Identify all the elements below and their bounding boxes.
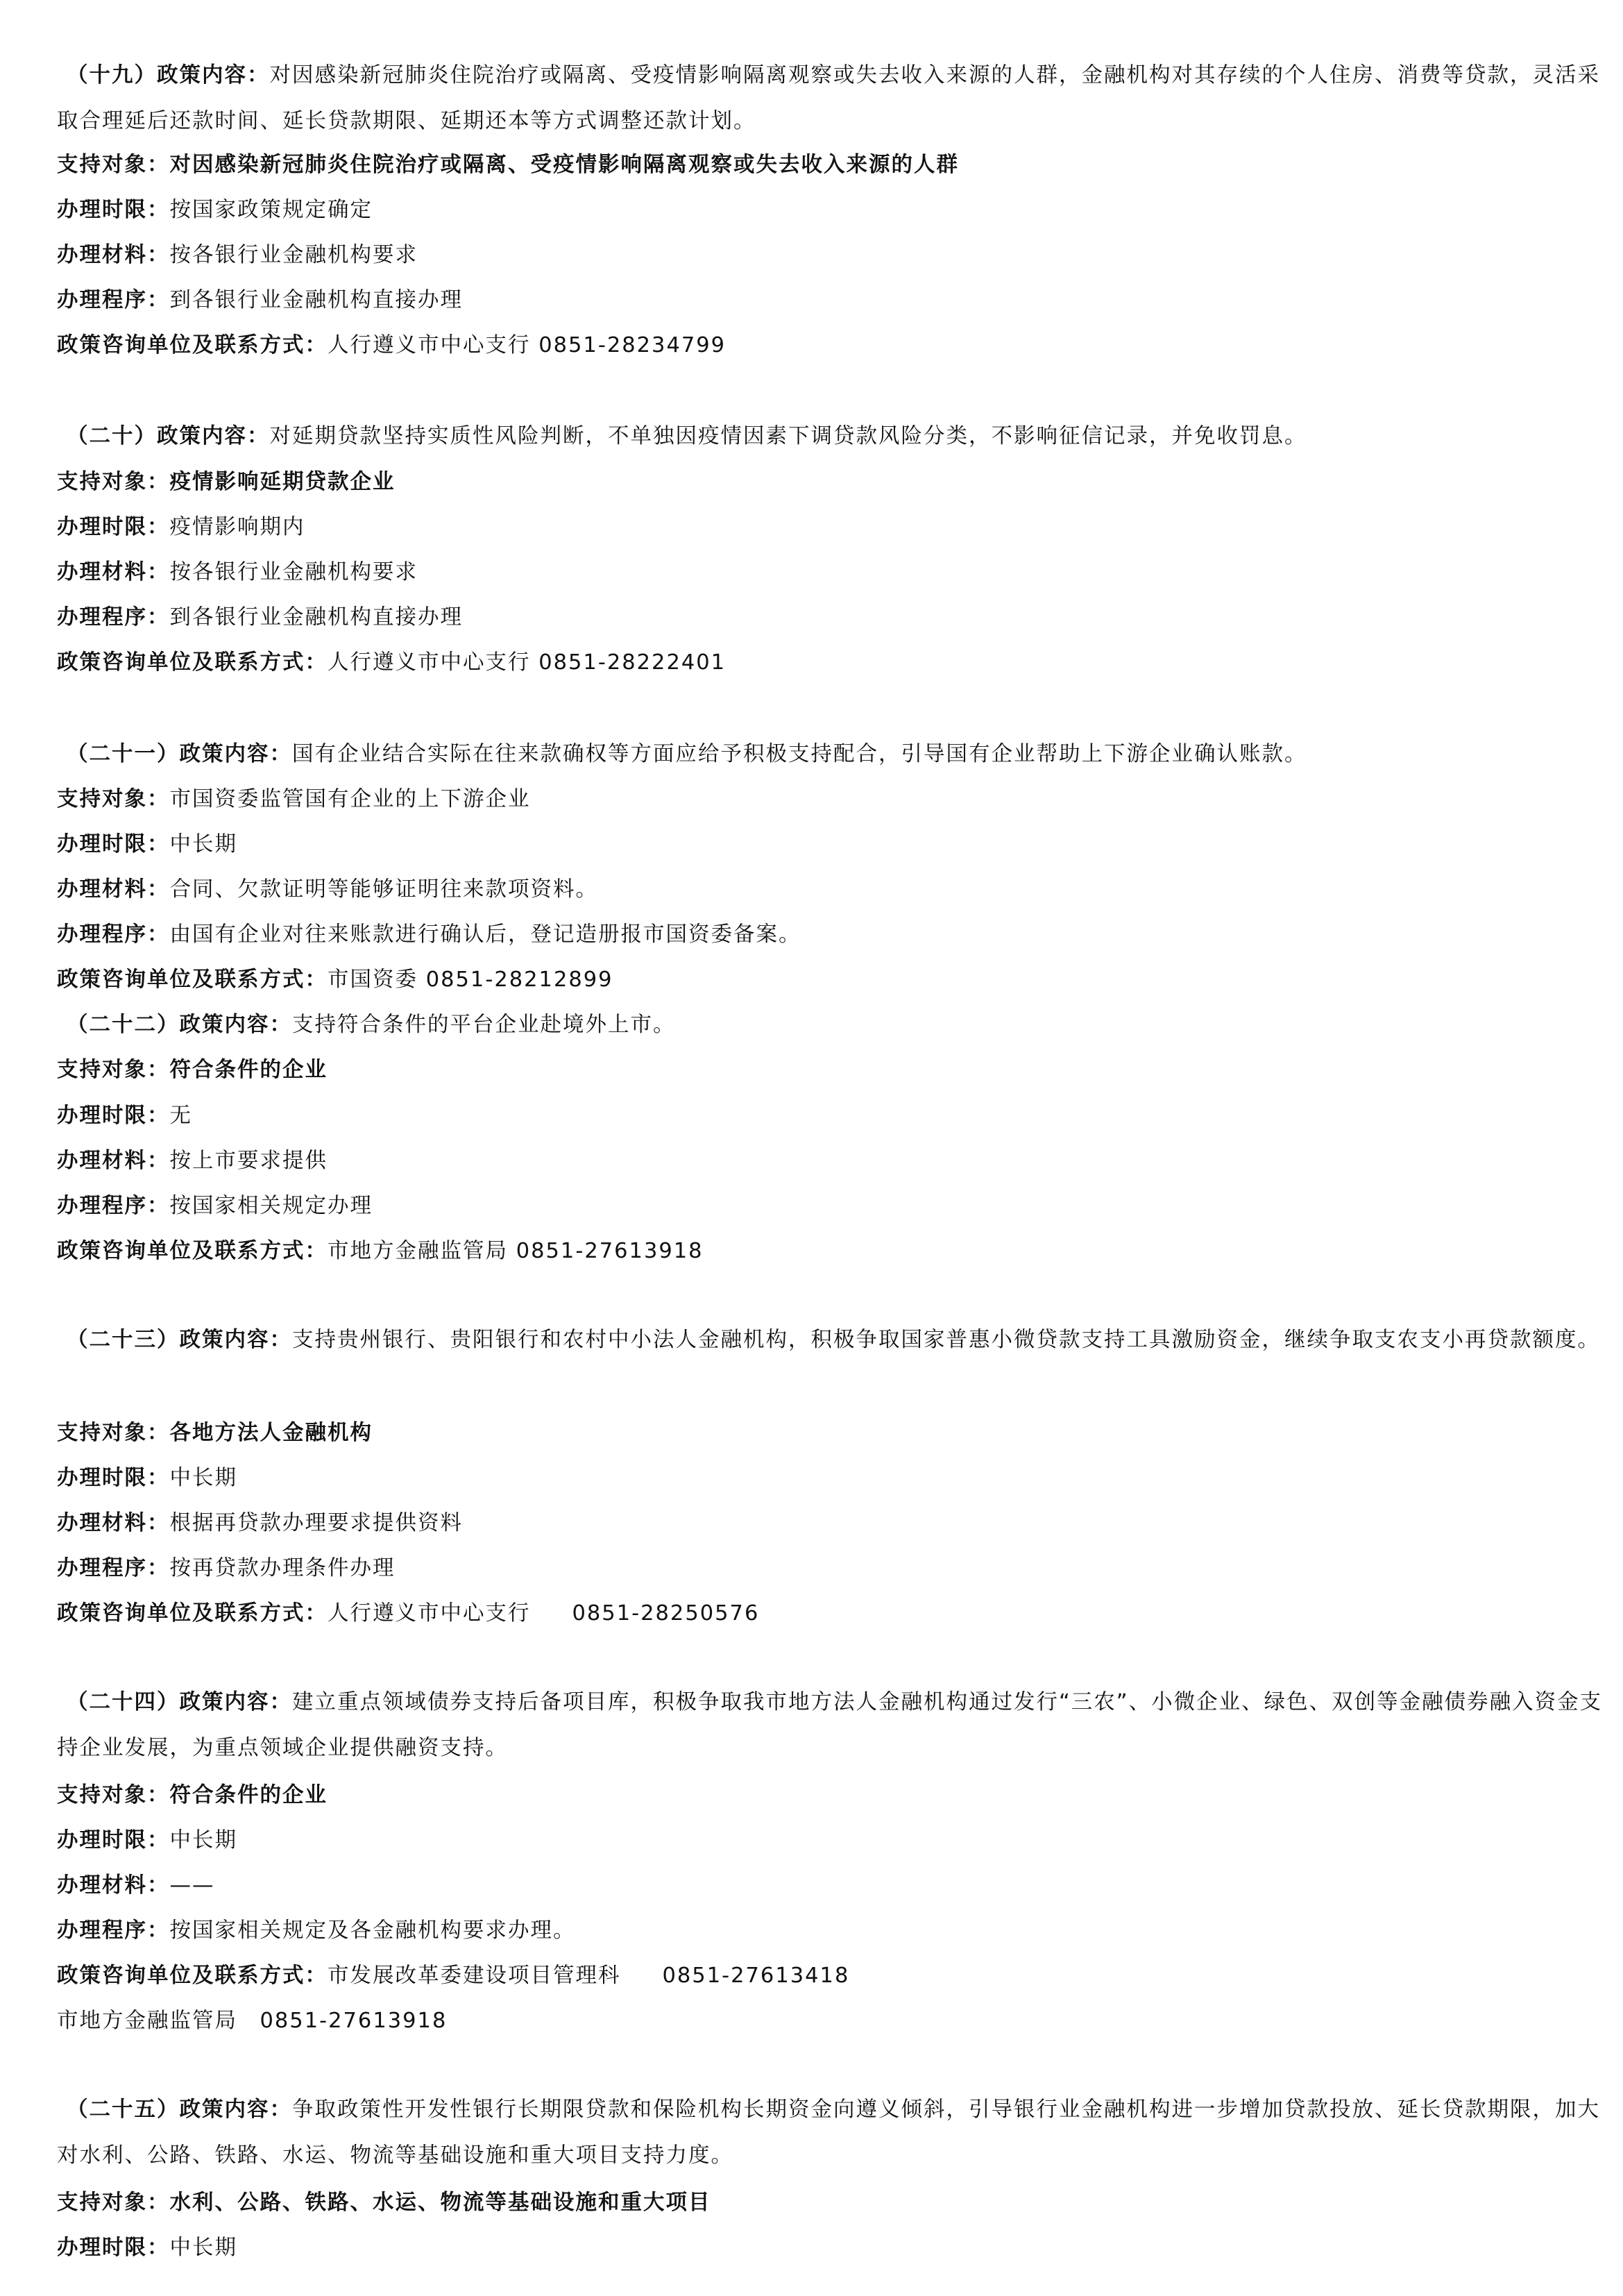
policy-22-contact: 政策咨询单位及联系方式：市地方金融监管局 0851-27613918 xyxy=(57,1239,704,1263)
policy-23-contact: 政策咨询单位及联系方式：人行遵义市中心支行 0851-28250576 xyxy=(57,1601,760,1626)
policy-25-content: （二十五）政策内容：争取政策性开发性银行长期限贷款和保险机构长期资金向遵义倾斜，引导银行业金融机构进一步增加贷款投放、延长贷款期限，加大对水利、公路、铁路、水运、物流等基础设施和重大项目支持力度。 xyxy=(57,2097,1600,2168)
policy-22-time: 办理时限：无 xyxy=(57,1104,192,1128)
policy-23-time: 办理时限：中长期 xyxy=(57,1466,237,1490)
policy-22-target: 支持对象：符合条件的企业 xyxy=(57,1058,328,1082)
policy-19-target: 支持对象：对因感染新冠肺炎住院治疗或隔离、受疫情影响隔离观察或失去收入来源的人群 xyxy=(57,153,959,177)
policy-20-time: 办理时限：疫情影响期内 xyxy=(57,515,305,539)
policy-19-time: 办理时限：按国家政策规定确定 xyxy=(57,198,373,222)
policy-24-contact-extra: 市地方金融监管局 0851-27613918 xyxy=(57,2009,448,2033)
policy-22-procedure: 办理程序：按国家相关规定办理 xyxy=(57,1194,373,1218)
policy-25-target: 支持对象：水利、公路、铁路、水运、物流等基础设施和重大项目 xyxy=(57,2191,711,2215)
policy-24-content: （二十四）政策内容：建立重点领域债券支持后备项目库，积极争取我市地方法人金融机构通过发行“三农”、小微企业、绿色、双创等金融债券融入资金支持企业发展，为重点领域企业提供融资支持。 xyxy=(57,1690,1603,1760)
policy-24-target: 支持对象：符合条件的企业 xyxy=(57,1783,328,1807)
policy-19-contact: 政策咨询单位及联系方式：人行遵义市中心支行 0851-28234799 xyxy=(57,333,726,357)
policy-21-procedure: 办理程序：由国有企业对往来账款进行确认后，登记造册报市国资委备案。 xyxy=(57,922,801,947)
policy-19-materials: 办理材料：按各银行业金融机构要求 xyxy=(57,243,418,267)
policy-24-time: 办理时限：中长期 xyxy=(57,1828,237,1852)
policy-19-procedure: 办理程序：到各银行业金融机构直接办理 xyxy=(57,288,463,312)
policy-22-materials: 办理材料：按上市要求提供 xyxy=(57,1149,328,1173)
policy-20-procedure: 办理程序：到各银行业金融机构直接办理 xyxy=(57,605,463,630)
policy-23-materials: 办理材料：根据再贷款办理要求提供资料 xyxy=(57,1511,463,1535)
policy-24-contact: 政策咨询单位及联系方式：市发展改革委建设项目管理科 0851-27613418 xyxy=(57,1964,850,1988)
policy-24-procedure: 办理程序：按国家相关规定及各金融机构要求办理。 xyxy=(57,1918,576,1943)
policy-21-time: 办理时限：中长期 xyxy=(57,832,237,856)
policy-23-content: （二十三）政策内容：支持贵州银行、贵阳银行和农村中小法人金融机构，积极争取国家普惠小微贷款支持工具激励资金，继续争取支农支小再贷款额度。 xyxy=(67,1328,1600,1352)
policy-21-content: （二十一）政策内容：国有企业结合实际在往来款确权等方面应给予积极支持配合，引导国有企业帮助上下游企业确认账款。 xyxy=(67,742,1307,766)
policy-22-content: （二十二）政策内容：支持符合条件的平台企业赴境外上市。 xyxy=(67,1013,676,1037)
policy-23-target: 支持对象：各地方法人金融机构 xyxy=(57,1421,373,1445)
policy-21-materials: 办理材料：合同、欠款证明等能够证明往来款项资料。 xyxy=(57,877,598,902)
policy-20-materials: 办理材料：按各银行业金融机构要求 xyxy=(57,560,418,584)
policy-20-target: 支持对象：疫情影响延期贷款企业 xyxy=(57,470,396,494)
policy-20-contact: 政策咨询单位及联系方式：人行遵义市中心支行 0851-28222401 xyxy=(57,650,726,675)
policy-21-target: 支持对象：市国资委监管国有企业的上下游企业 xyxy=(57,787,531,811)
policy-21-contact: 政策咨询单位及联系方式：市国资委 0851-28212899 xyxy=(57,968,613,992)
policy-23-procedure: 办理程序：按再贷款办理条件办理 xyxy=(57,1556,396,1580)
policy-20-content: （二十）政策内容：对延期贷款坚持实质性风险判断，不单独因疫情因素下调贷款风险分类，不影响征信记录，并免收罚息。 xyxy=(67,424,1307,448)
policy-19-content: （十九）政策内容：对因感染新冠肺炎住院治疗或隔离、受疫情影响隔离观察或失去收入来源的人群，金融机构对其存续的个人住房、消费等贷款，灵活采取合理延后还款时间、延长贷款期限、延期还本等方式调整还款计划。 xyxy=(57,63,1600,133)
policy-24-materials: 办理材料：—— xyxy=(57,1873,215,1898)
policy-25-time: 办理时限：中长期 xyxy=(57,2236,237,2260)
